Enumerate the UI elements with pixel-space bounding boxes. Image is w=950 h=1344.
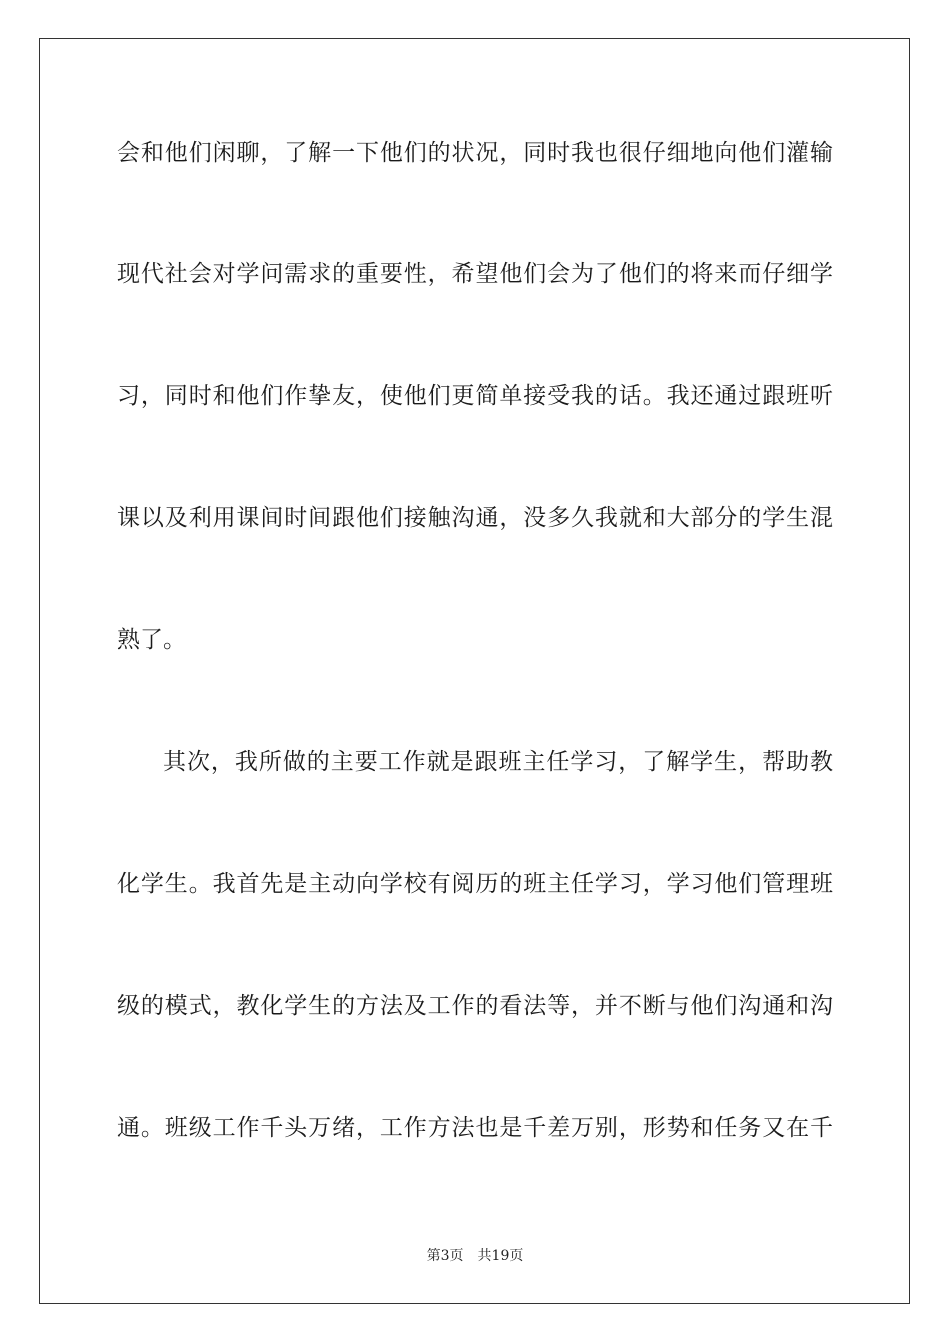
page-total: 共19页 bbox=[477, 1248, 524, 1264]
text-line: 熟了。 bbox=[117, 627, 186, 653]
text-line: 化学生。我首先是主动向学校有阅历的班主任学习，学习他们管理班 bbox=[117, 871, 833, 897]
paragraph-start-line: 其次，我所做的主要工作就是跟班主任学习，了解学生，帮助教 bbox=[163, 749, 833, 775]
text-line: 课以及利用课间时间跟他们接触沟通，没多久我就和大部分的学生混 bbox=[117, 505, 833, 531]
text-line: 现代社会对学问需求的重要性，希望他们会为了他们的将来而仔细学 bbox=[117, 261, 833, 287]
text-line: 级的模式，教化学生的方法及工作的看法等，并不断与他们沟通和沟 bbox=[117, 993, 833, 1019]
page-footer bbox=[0, 1247, 950, 1265]
text-line: 会和他们闲聊，了解一下他们的状况，同时我也很仔细地向他们灌输 bbox=[117, 140, 833, 166]
text-line: 通。班级工作千头万绪，工作方法也是千差万别，形势和任务又在千 bbox=[117, 1115, 833, 1141]
text-line: 习，同时和他们作挚友，使他们更简单接受我的话。我还通过跟班听 bbox=[117, 383, 833, 409]
page-number: 第3页 bbox=[426, 1248, 464, 1264]
